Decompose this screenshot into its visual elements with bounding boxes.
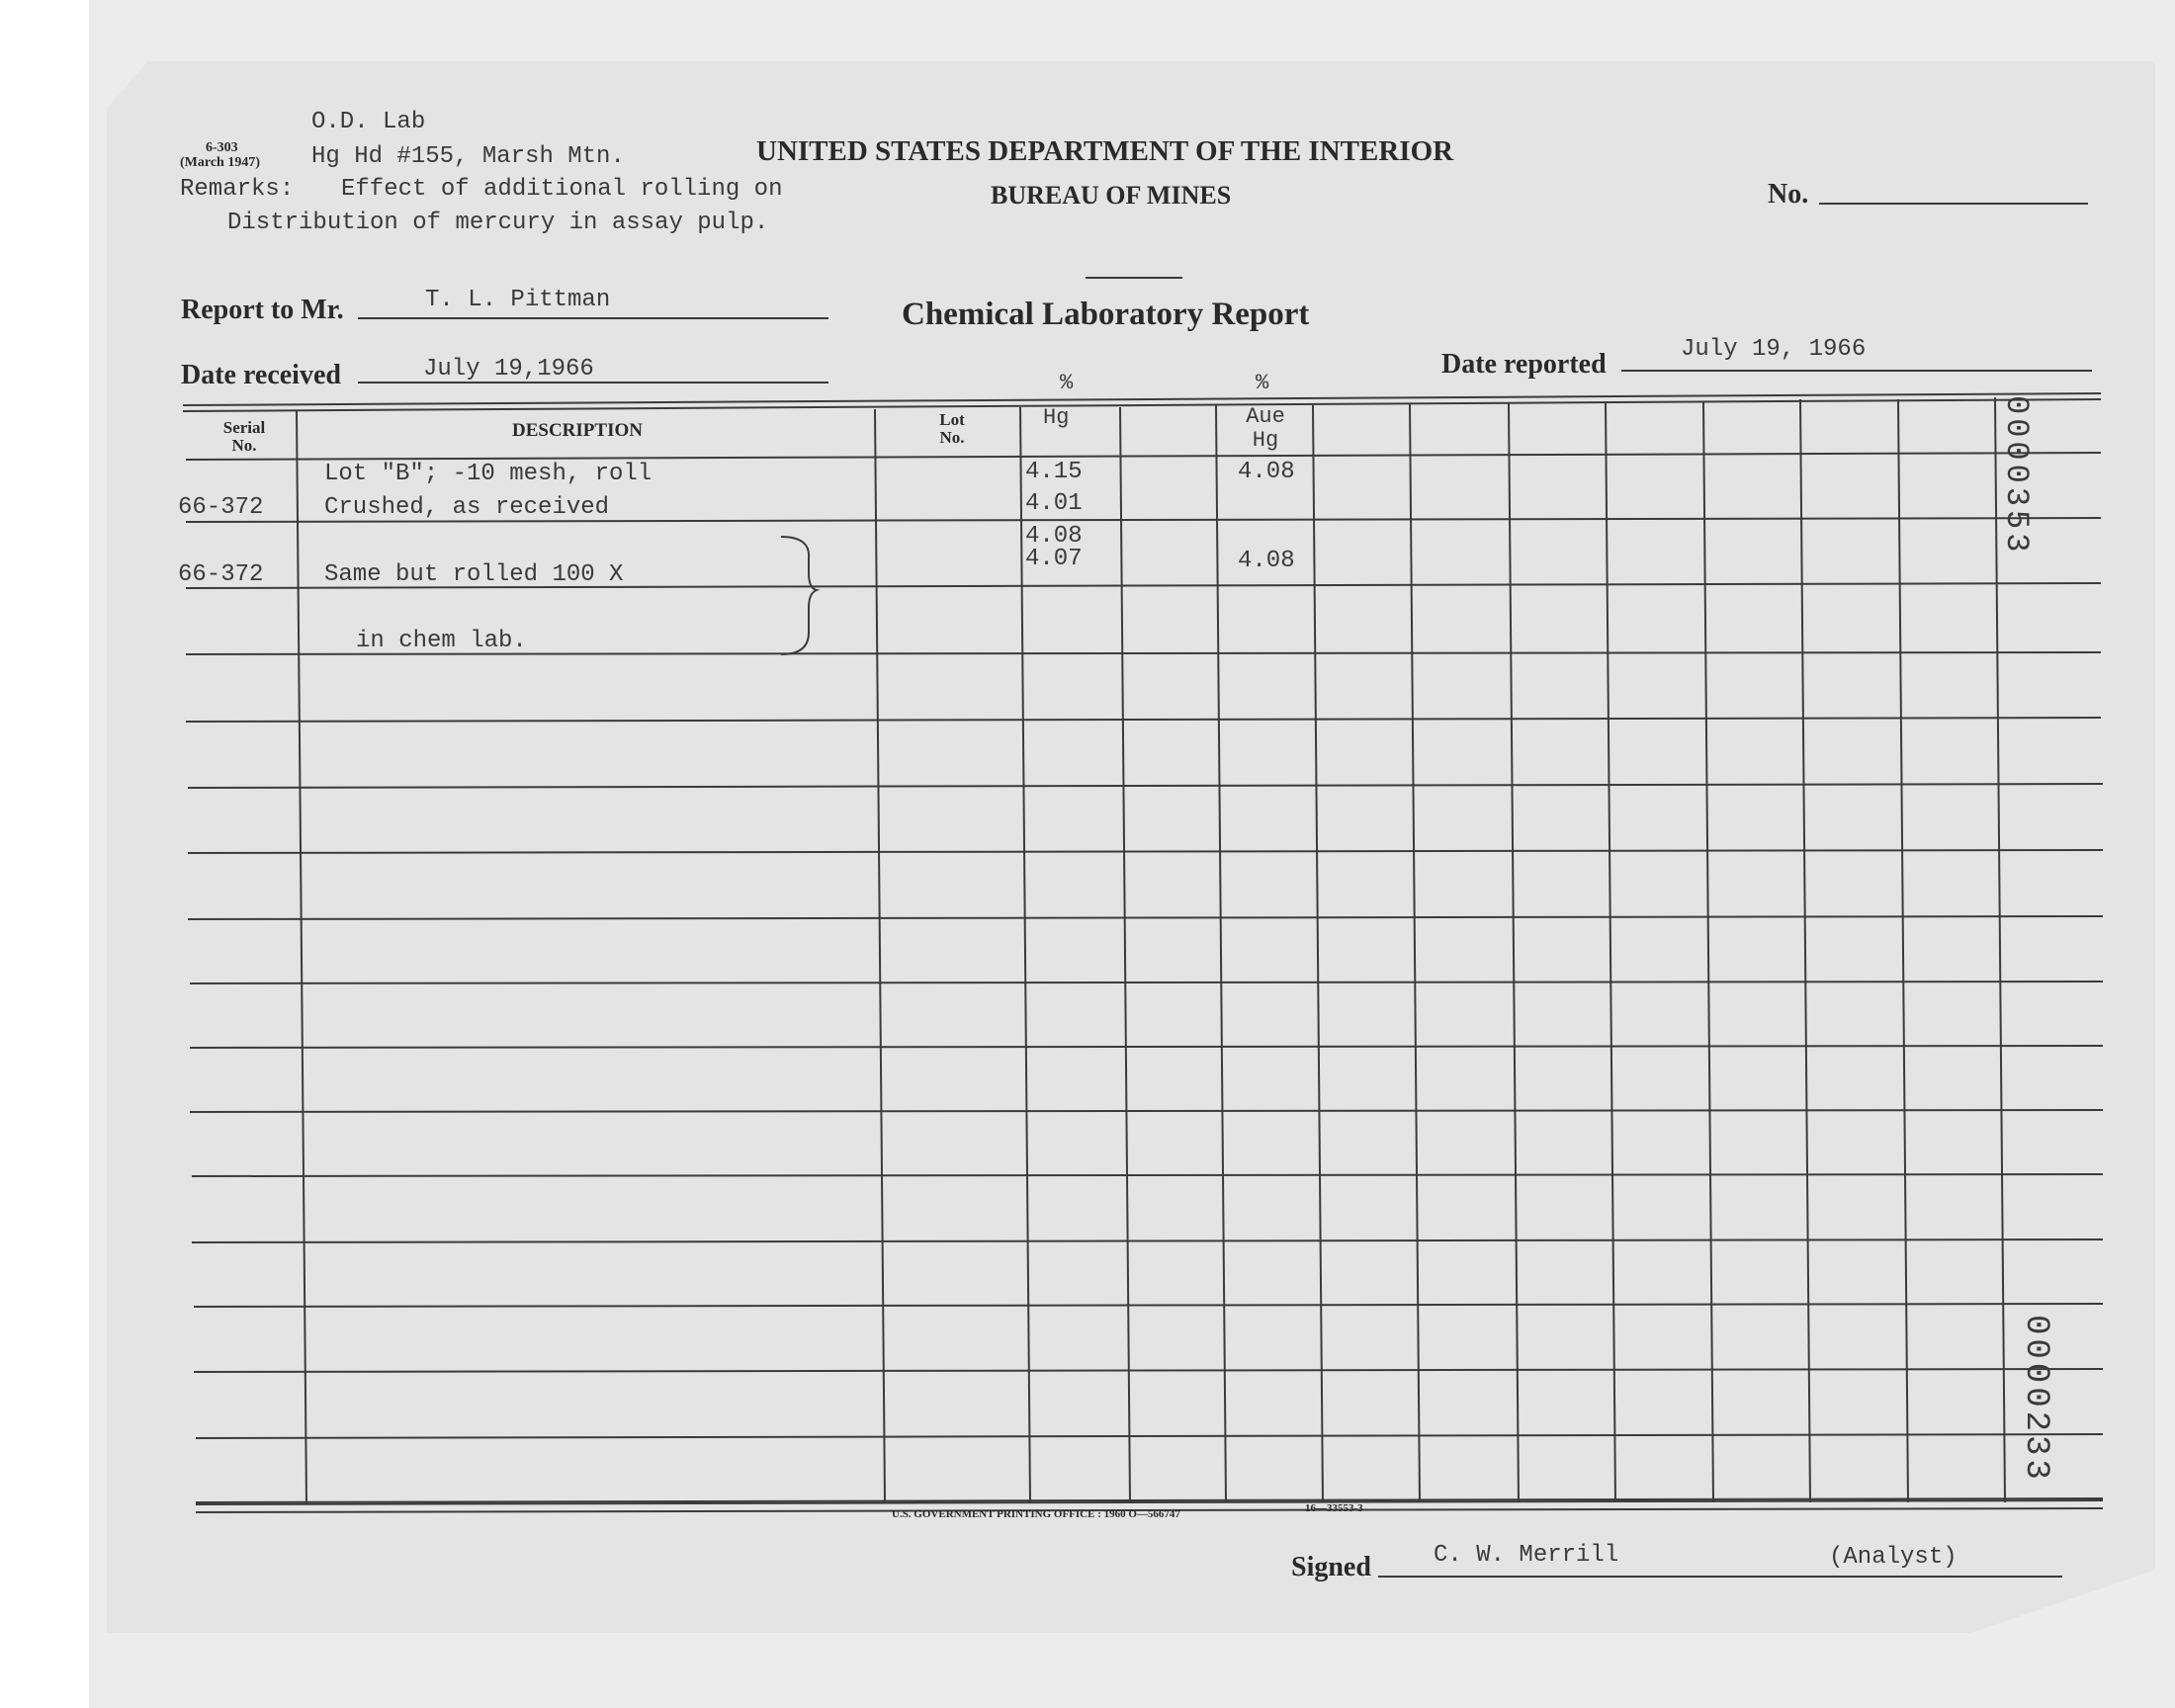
col-description-header: DESCRIPTION [512,420,643,441]
date-reported-value: July 19, 1966 [1681,336,1867,363]
row1-description-line1: Lot "B"; -10 mesh, roll [324,461,652,487]
signed-label: Signed [1291,1552,1371,1582]
form-date: (March 1947) [180,155,260,170]
analyst-label: (Analyst) [1829,1544,1958,1571]
row1-description-line2: Crushed, as received [324,494,610,521]
hg-unit: % [1060,371,1074,395]
stamp-number-top: 0000353 [1998,395,2035,556]
date-reported-label: Date reported [1441,349,1607,380]
col-serial-header: Serial No. [222,418,266,455]
row1-hg2: 4.01 [1025,490,1083,517]
bureau-title: BUREAU OF MINES [991,181,1232,210]
report-to-label: Report to Mr. [181,295,344,325]
printing-office-note: U.S. GOVERNMENT PRINTING OFFICE : 1960 O—566747 [892,1508,1180,1520]
ave-unit: % [1256,371,1269,395]
date-received-value: July 19,1966 [423,356,594,383]
report-title: Chemical Laboratory Report [902,297,1310,332]
col-ave-header: Aue Hg [1246,404,1285,453]
col-hg-header: Hg [1043,405,1070,430]
signature-line [1378,1576,2062,1578]
remarks-line1: Effect of additional rolling on [341,176,783,203]
remarks-label: Remarks: [180,176,295,203]
form-number: 6-303 [206,140,238,155]
lab-header-line1: O.D. Lab [311,109,426,135]
agency-title: UNITED STATES DEPARTMENT OF THE INTERIOR [756,135,1454,167]
stamp-number-bottom: 0000233 [2017,1315,2054,1484]
row2-serial: 66-372 [178,561,264,588]
row2-description-line1: Same but rolled 100 X [324,561,624,588]
no-label: No. [1768,179,1809,210]
row1-hg1: 4.15 [1025,459,1083,485]
row2-ave: 4.08 [1238,548,1295,574]
row2-hg2: 4.07 [1025,546,1083,572]
row2-description-line2: in chem lab. [356,628,527,654]
remarks-line2: Distribution of mercury in assay pulp. [227,210,769,236]
signed-name: C. W. Merrill [1434,1542,1619,1569]
form-code: 16—33553-3 [1305,1502,1363,1514]
row1-serial: 66-372 [178,494,264,521]
lab-header-line2: Hg Hd #155, Marsh Mtn. [311,143,625,170]
col-lot-header: Lot No. [939,410,965,447]
row1-ave: 4.08 [1238,459,1295,485]
date-received-label: Date received [181,360,341,390]
row2-hg1: 4.08 [1025,523,1083,550]
report-to-value: T. L. Pittman [425,287,611,313]
